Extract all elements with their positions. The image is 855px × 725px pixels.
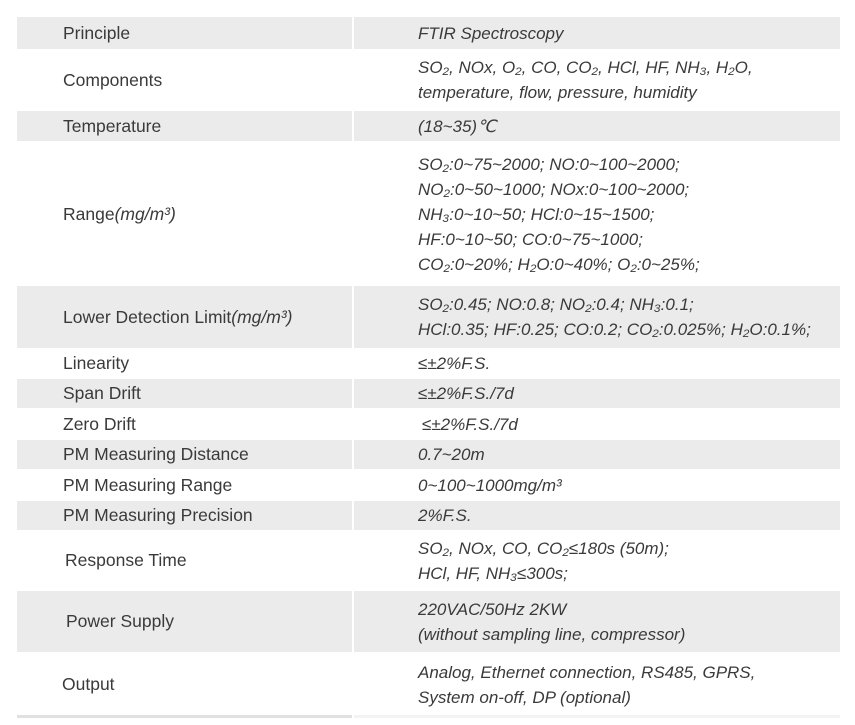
row-label: Response Time (65, 550, 187, 570)
table-bottom-rule-right (354, 715, 840, 718)
row-value: FTIR Spectroscopy (354, 17, 840, 49)
row-label: Span Drift (17, 379, 352, 408)
row-value: ≤±2%F.S./7d (422, 414, 518, 434)
table-row (17, 471, 840, 499)
table-row (17, 654, 840, 715)
row-value: 0~100~1000mg/m³ (418, 475, 562, 495)
row-value: Analog, Ethernet connection, RS485, GPRS, System on-off, DP (optional) (418, 662, 756, 707)
table-row (17, 17, 840, 49)
table-row (17, 143, 840, 285)
table-row (17, 591, 840, 652)
table-bottom-rule (17, 715, 352, 718)
table-row (17, 379, 840, 408)
row-label: PM Measuring Range (63, 474, 233, 495)
row-label: PM Measuring Precision (17, 501, 352, 530)
row-value: 220VAC/50Hz 2KW (without sampling line, compressor) (354, 591, 840, 652)
row-value: (18~35)℃ (354, 111, 840, 141)
row-value: ≤±2%F.S. (418, 353, 491, 373)
row-value: 2%F.S. (354, 501, 840, 530)
row-label: Temperature (17, 111, 352, 141)
row-label: Principle (17, 17, 352, 49)
table-row (17, 51, 840, 109)
table-row (17, 349, 840, 377)
row-label: Output (62, 674, 115, 694)
table-row (17, 440, 840, 469)
table-row (17, 501, 840, 530)
table-row (17, 532, 840, 589)
row-value: 0.7~20m (354, 440, 840, 469)
table-row (17, 286, 840, 348)
row-value: SO₂, NOx, CO, CO₂≤180s (50m); HCl, HF, NH₃≤300s; (418, 538, 669, 583)
row-value: ≤±2%F.S./7d (354, 379, 840, 408)
row-label: PM Measuring Distance (17, 440, 352, 469)
row-label: Range (mg/m³) (63, 203, 176, 224)
row-label: Linearity (63, 352, 130, 373)
row-value: SO₂:0.45; NO:0.8; NO₂:0.4; NH₃:0.1; HCl:0.35; HF:0.25; CO:0.2; CO₂:0.025%; H₂O:0.1%; (354, 286, 840, 348)
row-label: Components (63, 69, 163, 90)
row-value: SO₂, NOx, O₂, CO, CO₂, HCl, HF, NH₃, H₂O, temperature, flow, pressure, humidity (418, 58, 753, 102)
row-value: SO₂:0~75~2000; NO:0~100~2000; NO₂:0~50~1000; NOx:0~100~2000; NH₃:0~10~50; HCl:0~15~1500; HF:0~10~50; CO:0~75~1000; CO₂:0~20%; H₂O:0~40%; O₂:0~25%; (418, 154, 700, 274)
row-label: Lower Detection Limit (mg/m³) (17, 286, 352, 348)
row-label: Power Supply (17, 591, 352, 652)
table-row (17, 111, 840, 141)
row-label: Zero Drift (63, 413, 136, 434)
table-row (17, 410, 840, 438)
